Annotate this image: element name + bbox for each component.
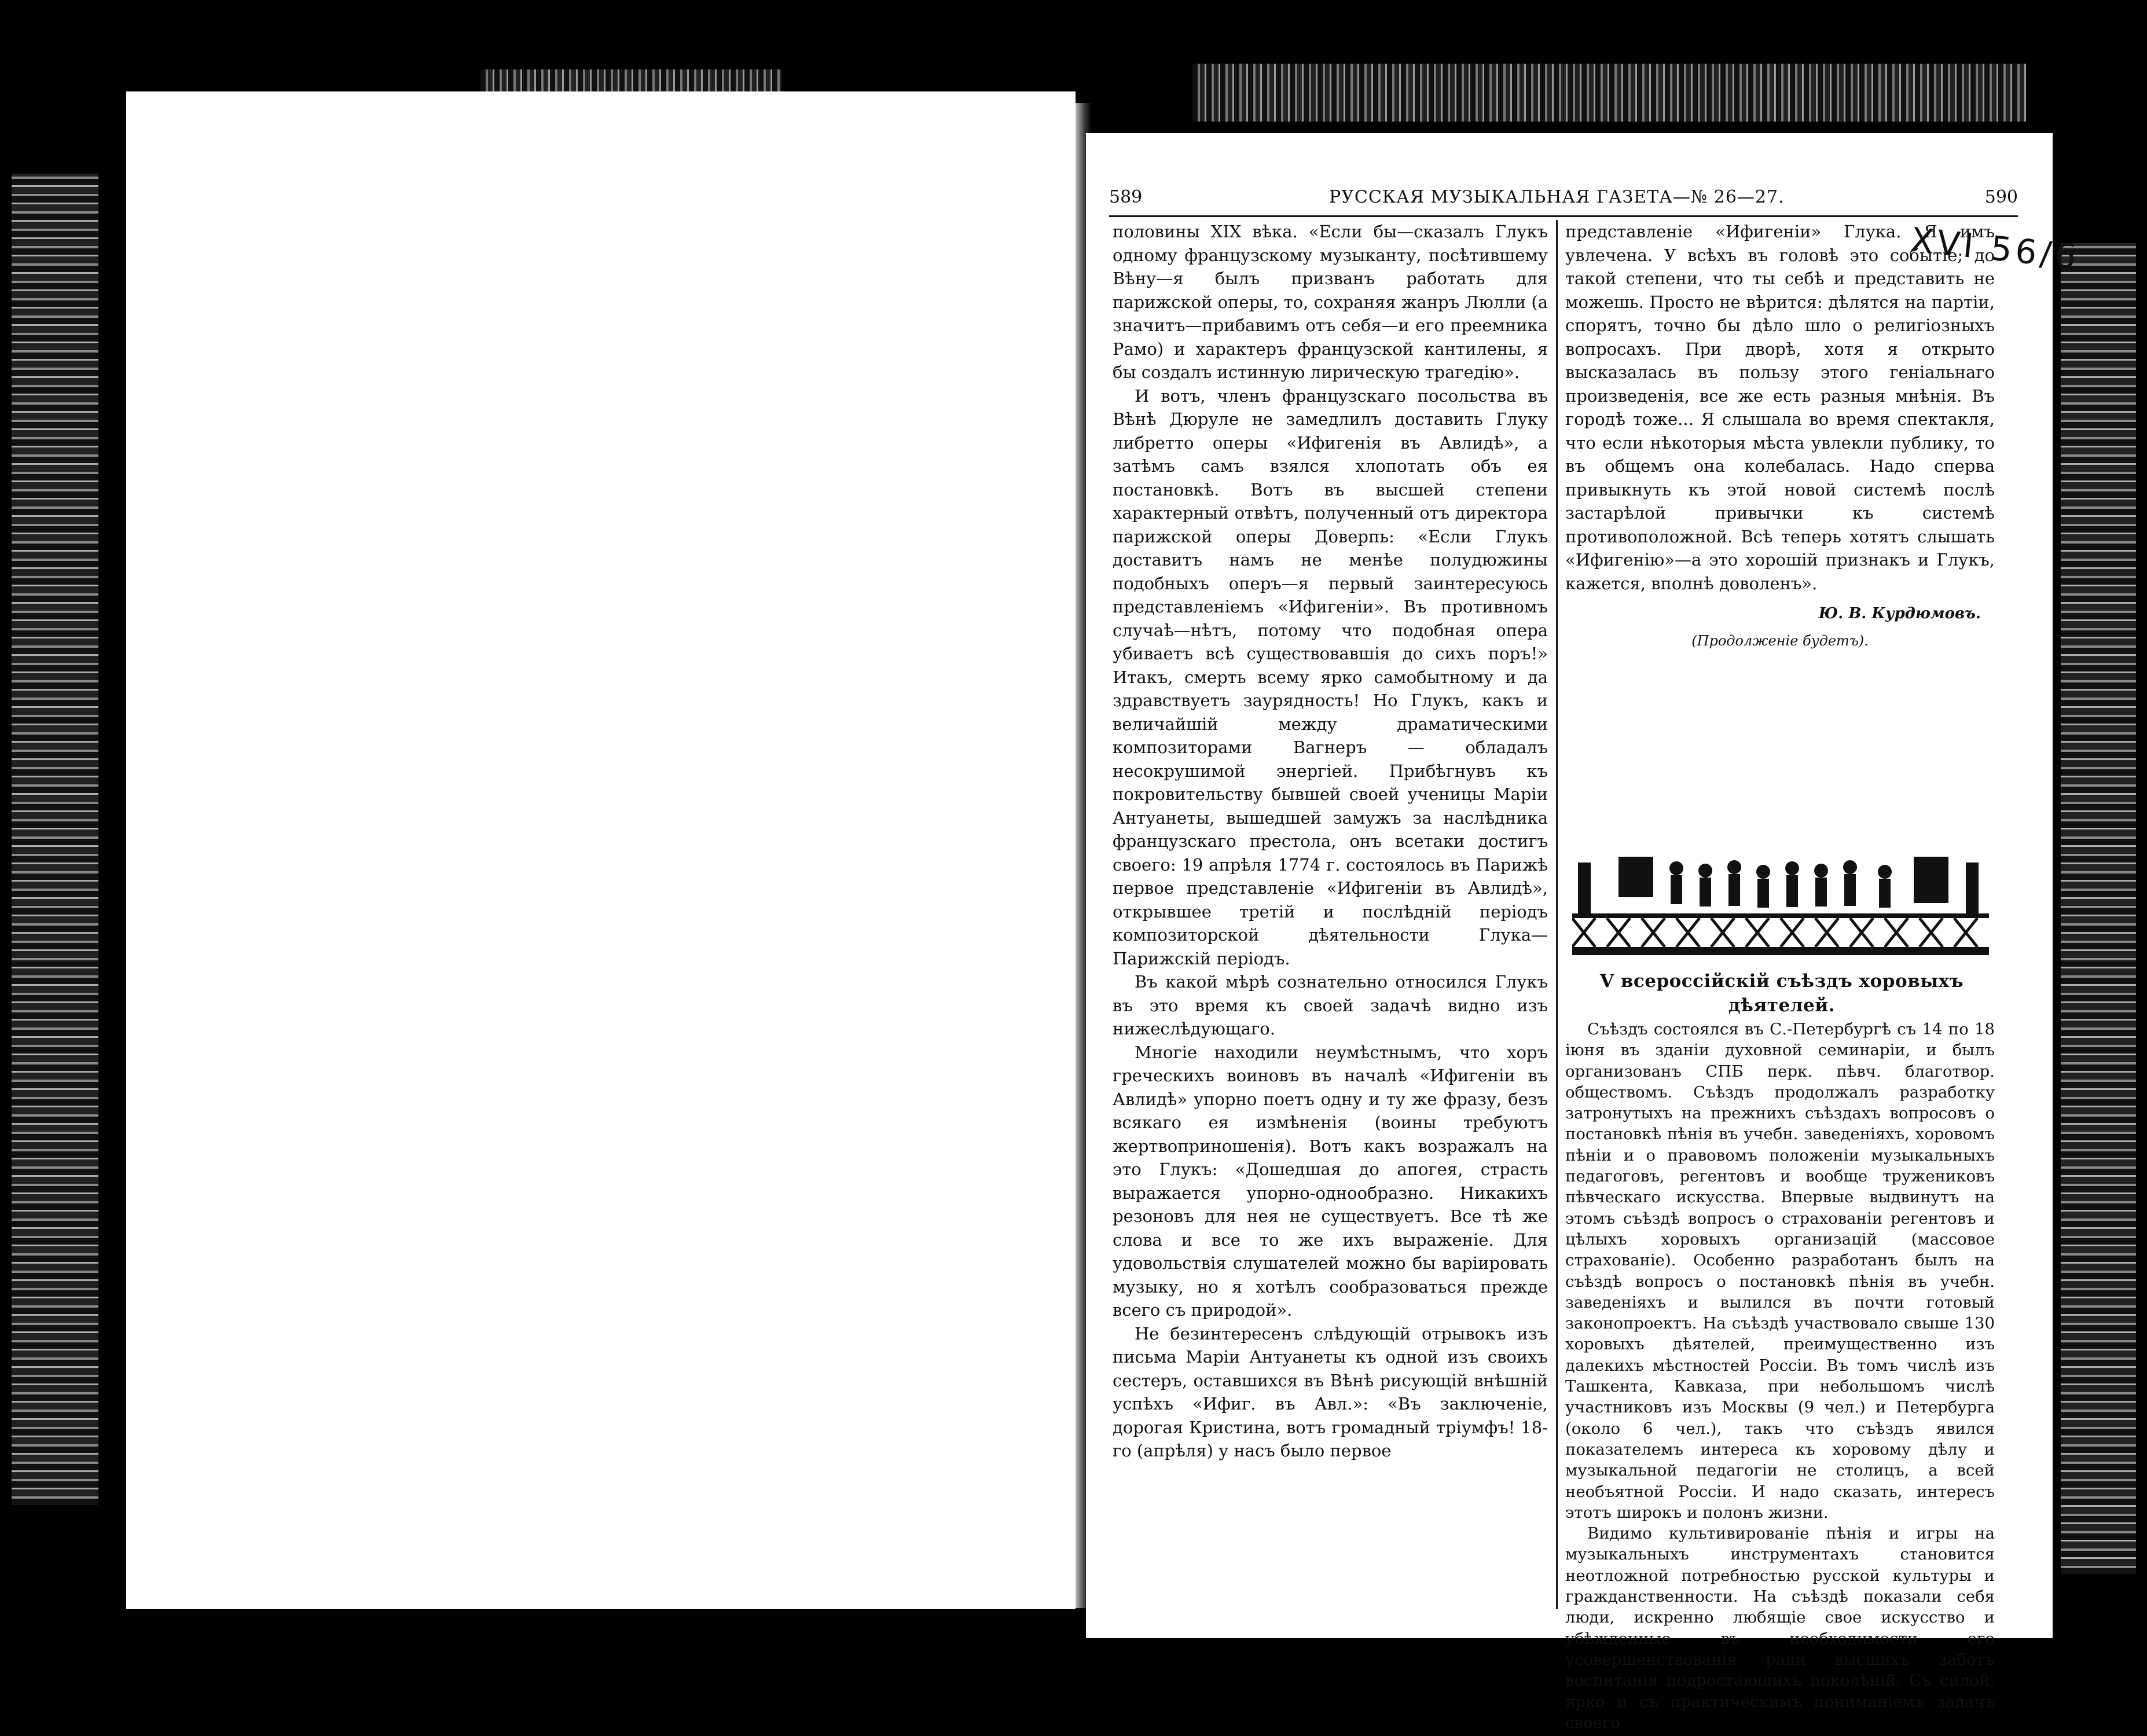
journal-title: РУССКАЯ МУЗЫКАЛЬНАЯ ГАЗЕТА—№ 26—27. [1329, 187, 1785, 207]
paragraph: Не безинтересенъ слѣдующій отрывокъ изъ письма Маріи Антуанеты къ одной изъ своихъ сестеръ, оставшихся въ Вѣнѣ рисующій внѣшній успѣхъ «Ифиг. въ Авл.»: «Въ заключеніе, дорогая Кристина, вотъ громадный тріумфъ! 18-го (апрѣля) у насъ было первое [1113, 1323, 1548, 1460]
running-header [1109, 182, 2018, 213]
section-heading: V всероссійскій съѣздъ хоровыхъ дѣятелей. [1599, 971, 1964, 1016]
author-signature: Ю. В. Курдюмовъ. [1818, 605, 1981, 622]
decorative-vignette-illustration [1572, 845, 1989, 955]
handwritten-margin-note: XVI 56/6 [1909, 219, 2082, 277]
page-number-right: 590 [1984, 187, 2018, 207]
header-rule [1109, 215, 2018, 217]
newspaper-page [1086, 133, 2053, 1732]
paragraph: представленіе «Ифигеніи» Глука. Я имъ увлечена. У всѣхъ въ головѣ это событіе; до такой степени, что ты себѣ и представить не можешь. Просто не вѣрится: дѣлятся на партіи, спорятъ, точно бы дѣло шло о религіозныхъ вопросахъ. При дворѣ, хотя я открыто высказалась въ пользу этого геніальнаго произведенія, все же есть разныя мнѣнія. Въ городѣ тоже... Я слышала во время спектакля, что если нѣкоторыя мѣста увлекли публику, то въ общемъ она колебалась. Надо сперва привыкнуть къ этой новой системѣ послѣ застарѣлой привычки къ системѣ противоположной. Всѣ теперь хотятъ слышать «Ифигенію»—а это хорошій признакъ и Глукъ, кажется, вполнѣ доволенъ». [1565, 222, 1995, 593]
scan-fringe-top-right [1192, 64, 2026, 122]
continued-note: (Продолженіе будетъ). [1691, 632, 1869, 649]
paragraph: половины XIX вѣка. «Если бы—сказалъ Глукъ одному французскому музыканту, посѣтившему Вѣну—я былъ призванъ работать для парижской оперы, то, сохраняя жанръ Люлли (а значитъ—прибавимъ отъ себя—и его преемника Рамо) и характеръ французской кантилены, я бы создалъ истинную лирическую трагедію». [1113, 222, 1548, 382]
scan-fringe-right [2061, 243, 2136, 1574]
paragraph: И вотъ, членъ французскаго посольства въ Вѣнѣ Дюруле не замедлилъ доставить Глуку либретто оперы «Ифигенія въ Авлидѣ», а затѣмъ самъ взялся хлопотать объ ея постановкѣ. Вотъ въ высшей степени характерный отвѣтъ, полученный отъ директора парижской оперы Доверпь: «Если Глукъ доставитъ намъ не менѣе полудюжины подобныхъ оперъ—я первый заинтересуюсь представленіемъ «Ифигеніи». Въ противномъ случаѣ—нѣтъ, потому что подобная опера убиваетъ всѣ существовавшія до сихъ поръ!» Итакъ, смерть всему ярко самобытному и да здравствуетъ заурядность! Но Глукъ, какъ и величайшій между драматическими композиторами Вагнеръ — обладалъ несокрушимой энергіей. Прибѣгнувъ къ покровительству бывшей своей ученицы Маріи Антуанеты, вышедшей замужъ за наслѣдника французскаго престола, онъ всетаки достигъ своего: 19 апрѣля 1774 г. состоялось въ Парижѣ первое представленіе «Ифигеніи въ Авлидѣ», открывшее третій и послѣдній періодъ композиторской дѣятельности Глука—Парижскій періодъ. [1113, 386, 1548, 968]
congress-article [1565, 1019, 1995, 1733]
column-rule [1556, 220, 1558, 1609]
paragraph: Съѣздъ состоялся въ С.-Петербургѣ съ 14 по 18 іюня въ зданіи духовной семинаріи, и былъ организованъ СПБ перк. пѣвч. благотвор. обществомъ. Съѣздъ продолжалъ разработку затронутыхъ на прежнихъ съѣздахъ вопросовъ о постановкѣ пѣнія въ учебн. заведеніяхъ, хоровомъ пѣніи и о правовомъ положеніи музыкальныхъ педагоговъ, регентовъ и вообще тружениковъ пѣвческаго искусства. Впервые выдвинутъ на этомъ съѣздѣ вопросъ о страхованіи регентовъ и цѣлыхъ хоровыхъ организацій (массовое страхованіе). Особенно разработанъ былъ на съѣздѣ вопросъ о постановкѣ пѣнія въ учебн. заведеніяхъ и вылился въ почти готовый законопроектъ. На съѣздѣ участвовало свыше 130 хоровыхъ дѣятелей, преимущественно изъ далекихъ мѣстностей Россіи. Въ томъ числѣ изъ Ташкента, Кавказа, при небольшомъ числѣ участниковъ изъ Москвы (9 чел.) и Петербурга (около 6 чел.), такъ что съѣздъ явился показателемъ интереса къ хоровому дѣлу и музыкальной педагогіи не столицъ, а всей необъятной Россіи. И надо сказать, интересъ этотъ широкъ и полонъ жизни. [1565, 1020, 1995, 1522]
article-column-left [1113, 220, 1548, 1463]
left-blank-page [126, 91, 1076, 1609]
article-column-right [1565, 220, 1995, 652]
paragraph: Видимо культивированіе пѣнія и игры на музыкальныхъ инструментахъ становится неотложной потребностью русской культуры и гражданственности. На съѣздѣ показали себя люди, искренно любящіе свое искусство и убѣжденные въ необходимости его усовершенствованія ради высшихъ заботъ воспитанія подростающихъ поколѣній. Съ силой, ярко и съ практическимъ пониманіемъ задачъ своего [1565, 1524, 1995, 1732]
paragraph: Въ какой мѣрѣ сознательно относился Глукъ въ это время къ своей задачѣ видно изъ нижеслѣдующаго. [1113, 972, 1548, 1038]
paragraph: Многіе находили неумѣстнымъ, что хоръ греческихъ воиновъ въ началѣ «Ифигеніи въ Авлидѣ» упорно поетъ одну и ту же фразу, безъ всякаго ея измѣненія (воины требуютъ жертвоприношенія). Вотъ какъ возражалъ на это Глукъ: «Дошедшая до апогея, страсть выражается упорно-однообразно. Никакихъ резоновъ для нея не существуетъ. Все тѣ же слова и все то же ихъ выраженіе. Для удовольствія слушателей можно бы варіировать музыку, но я хотѣлъ сообразоваться прежде всего съ природой». [1113, 1042, 1548, 1320]
scan-fringe-left [12, 174, 98, 1505]
page-number-left: 589 [1109, 187, 1143, 207]
